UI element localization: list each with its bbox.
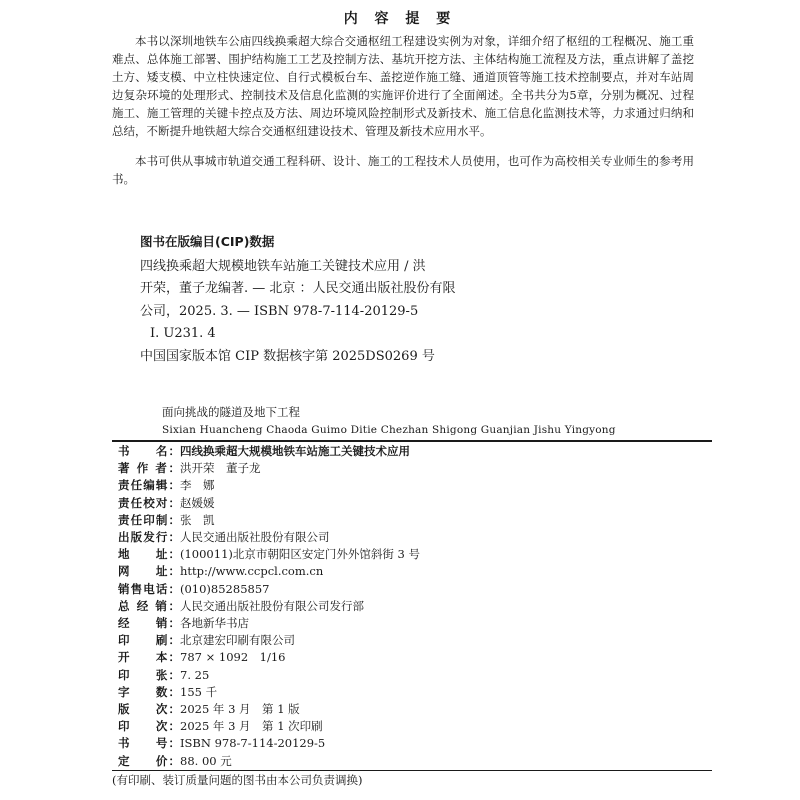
colophon-value: 人民交通出版社股份有限公司 <box>180 530 330 544</box>
colophon-label: 定 价： <box>118 753 180 768</box>
colophon-label: 书 号： <box>118 736 180 751</box>
cip-record-number: 中国国家版本馆 CIP 数据核字第 2025DS0269 号 <box>140 349 435 364</box>
colophon-value: 2025 年 3 月 第 1 次印刷 <box>180 719 323 734</box>
colophon-row <box>118 717 323 736</box>
colophon-label: 地 址： <box>118 547 180 562</box>
colophon-row <box>118 476 215 495</box>
summary-title: 内 容 提 要 <box>343 11 457 27</box>
colophon-value: 李 娜 <box>180 478 215 493</box>
colophon-row <box>118 683 217 702</box>
colophon-value: 北京建宏印刷有限公司 <box>180 633 295 648</box>
colophon-label: 书 名： <box>118 444 180 458</box>
colophon-label: 总 经 销： <box>118 598 180 613</box>
colophon-row <box>118 614 249 633</box>
colophon-row <box>118 597 364 616</box>
colophon-value: 7. 25 <box>180 667 210 682</box>
colophon-value: 各地新华书店 <box>180 616 249 630</box>
colophon-label: 销售电话： <box>118 581 180 596</box>
colophon-label: 经 销： <box>118 616 180 630</box>
colophon-row <box>118 734 325 753</box>
cip-classification: Ⅰ. U231. 4 <box>150 326 216 341</box>
cip-line-1: 四线换乘超大规模地铁车站施工关键技术应用 / 洪 <box>140 259 426 274</box>
cip-line-3: 公司，2025. 3. — ISBN 978-7-114-20129-5 <box>140 304 419 319</box>
colophon-row <box>118 494 215 513</box>
colophon-label: 字 数： <box>118 684 180 699</box>
cip-line-2: 开荣，董子龙编著. — 北京 ：人民交通出版社股份有限 <box>140 281 456 296</box>
colophon-value: 787 × 1092 1/16 <box>180 650 286 665</box>
colophon-value: (010)85285857 <box>180 581 270 596</box>
colophon-label: 版 次： <box>118 702 180 716</box>
colophon-value: (100011)北京市朝阳区安定门外外馆斜街 3 号 <box>180 547 420 562</box>
cip-heading: 图书在版编目(CIP)数据 <box>140 234 275 249</box>
colophon-row <box>118 631 295 650</box>
colophon-value[interactable]: http://www.ccpcl.com.cn <box>180 564 324 579</box>
colophon-value: 张 凯 <box>180 512 215 527</box>
colophon-label: 网 址： <box>118 564 180 579</box>
colophon-row <box>118 528 330 547</box>
colophon-row <box>118 666 209 685</box>
colophon-value: 赵媛媛 <box>180 495 215 510</box>
colophon-value: ISBN 978-7-114-20129-5 <box>180 736 326 751</box>
colophon-row <box>118 562 323 581</box>
colophon-value: 88. 00 元 <box>180 753 232 768</box>
colophon-row <box>118 442 410 461</box>
colophon-label: 印 刷： <box>118 633 180 648</box>
summary-paragraph-1: 本书以深圳地铁车公庙四线换乘超大综合交通枢纽工程建设实例为对象，详细介绍了枢纽的工程概况、施工重难点、总体施工部署、围护结构施工工艺及控制方法、基坑开挖方法、主体结构施工流程及方法，重点讲解了盖挖土方、矮支模、中立柱快速定位、自行式模板台车、盖挖逆作施工缝、通道顶管等施工技术控制要点，并对车站周边复杂环境的处理形式、控制技术及信息化监测的实施评价进行了全面阐述。全书共分为5章，分别为概况、过程施工、施工管理的关键卡控点及方法、周边环境风险控制形式及新技术、施工信息化监测技术等，力求通过归纳和总结，不断提升地铁超大综合交通枢纽建设技术、管理及新技术应用水平。 <box>112 34 694 138</box>
colophon-row <box>118 648 286 667</box>
colophon-row <box>118 580 269 599</box>
series-pinyin: Sixian Huancheng Chaoda Guimo Ditie Chezhan Shigong Guanjian Jishu Yingyong <box>162 424 616 436</box>
colophon-row <box>118 545 420 564</box>
colophon-bottom-rule <box>112 770 712 771</box>
colophon-label: 责任编辑： <box>118 478 180 493</box>
colophon-row <box>118 511 215 530</box>
colophon-value: 155 千 <box>180 684 218 699</box>
colophon-row <box>118 459 261 478</box>
colophon-label: 印 次： <box>118 719 180 734</box>
colophon-value: 人民交通出版社股份有限公司发行部 <box>180 598 364 613</box>
footer-note: (有印刷、装订质量问题的图书由本公司负责调换) <box>112 773 363 787</box>
colophon-row <box>118 752 232 771</box>
colophon-value: 洪开荣 董子龙 <box>180 461 261 476</box>
colophon-value: 四线换乘超大规模地铁车站施工关键技术应用 <box>180 444 410 458</box>
colophon-value: 2025 年 3 月 第 1 版 <box>180 702 300 716</box>
series-name: 面向挑战的隧道及地下工程 <box>162 405 300 419</box>
colophon-label: 责任校对： <box>118 495 180 510</box>
colophon-label: 出版发行： <box>118 530 180 544</box>
colophon-label: 开 本： <box>118 650 180 665</box>
colophon-label: 印 张： <box>118 667 180 682</box>
colophon-label: 责任印制： <box>118 512 180 527</box>
colophon-row <box>118 700 300 719</box>
summary-paragraph-2: 本书可供从事城市轨道交通工程科研、设计、施工的工程技术人员使用，也可作为高校相关专业师生的参考用书。 <box>112 154 694 186</box>
colophon-label: 著 作 者： <box>118 461 180 476</box>
